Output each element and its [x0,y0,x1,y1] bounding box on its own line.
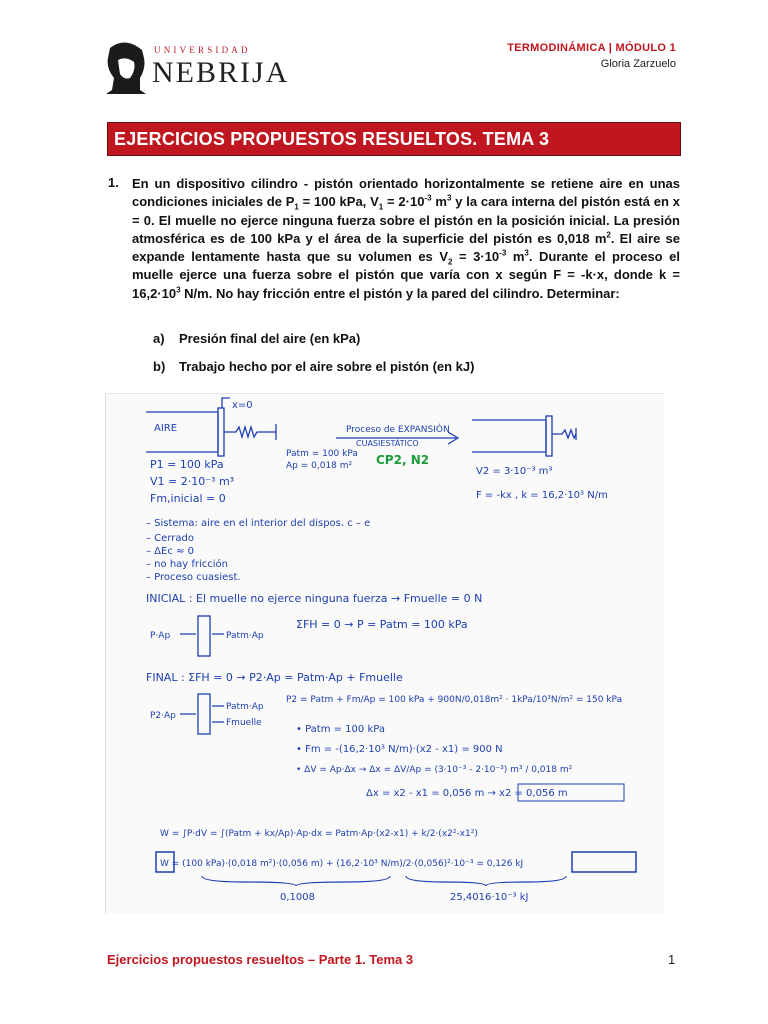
hw-dx: Δx = x2 - x1 = 0,056 m → x2 = 0,056 m [366,788,568,799]
hw-inicial: INICIAL : El muelle no ejerce ninguna fuerza → Fmuelle = 0 N [146,592,483,605]
hw-nofriction: – no hay fricción [146,559,229,570]
problem-text [132,175,680,303]
hw-final: FINAL : ΣFH = 0 → P2·Ap = Patm·Ap + Fmuelle [146,671,403,684]
hw-bullet-fm: • Fm = -(16,2·10³ N/m)·(x2 - x1) = 900 N [296,744,503,755]
hw-x0: x=0 [232,400,253,411]
hw-n1: 0,1008 [280,892,315,903]
hw-n2: 25,4016·10⁻³ kJ [450,892,529,903]
university-logo [100,38,290,94]
problem-text-part: = 3·10 [452,249,500,265]
problem-text-part: . El aire se expande lentamente hasta que su volumen es V [132,230,680,265]
hw-aire: AIRE [154,423,178,434]
problem-number: 1. [108,175,119,190]
problem-text-part: = 2·10 [383,194,425,210]
piston-sketch [198,616,210,656]
superscript: 3 [446,193,452,203]
university-name: NEBRIJA [152,56,290,89]
question-text: Trabajo hecho por el aire sobre el pistón (en kJ) [179,359,475,374]
superscript: -3 [424,193,432,203]
hw-closed: – Cerrado [146,533,194,544]
hw-v2: V2 = 3·10⁻³ m³ [476,466,553,477]
superscript: 3 [176,285,181,295]
hw-pap: P·Ap [150,631,171,641]
superscript: -3 [499,248,507,258]
hw-patmap: Patm·Ap [226,631,264,641]
hw-patm: Patm = 100 kPa [286,449,358,459]
problem-text-part: En un dispositivo cilindro - pistón orientado horizontalmente se retiene aire en unas condiciones iniciales de P [132,176,680,210]
subscript: 1 [378,202,384,212]
force-arrows-final [180,706,224,722]
hw-p2ap: P2·Ap [150,711,176,721]
page-number: 1 [668,952,676,967]
nebrija-head-icon [100,38,150,94]
superscript: 2 [606,230,611,240]
hw-cuasi: CUASIESTÁTICO [356,439,419,448]
problem-text-part: N/m. No hay fricción entre el pistón y la pared del cilindro. Determinar: [180,285,620,301]
question-letter: a) [153,331,165,346]
brace-right [406,876,566,886]
author-name: Gloria Zarzuelo [600,58,676,70]
hw-p2: P2 = Patm + Fm/Ap = 100 kPa + 900N/0,018m² · 1kPa/10³N/m² = 150 kPa [286,695,623,705]
title-banner [107,122,681,156]
problem-text-part: m [431,194,447,210]
hw-fm-initial: Fm,inicial = 0 [150,492,226,505]
hw-bullet-patm: • Patm = 100 kPa [296,724,385,735]
hw-p1: P1 = 100 kPa [150,458,224,471]
brace-left [202,876,390,886]
course-title: TERMODINÁMICA | MÓDULO 1 [507,42,676,54]
subscript: 2 [448,257,453,267]
handwritten-solution [105,393,664,914]
hw-v1: V1 = 2·10⁻³ m³ [150,475,235,488]
course-info [507,42,676,70]
footer-title: Ejercicios propuestos resueltos – Parte 1. Tema 3 [107,952,414,967]
hw-system: – Sistema: aire en el interior del dispos. c – e [146,518,371,529]
hw-sumf: ΣFH = 0 → P = Patm = 100 kPa [296,618,468,631]
handwritten-solution-svg [106,394,664,914]
problem-statement [108,175,680,303]
hw-force-law: F = -kx , k = 16,2·10³ N/m [476,490,608,501]
problem-text-part: . Durante el proceso el muelle ejerce una fuerza sobre el pistón que varía con x según F = -k·x, donde k = 16,2·10 [132,249,680,301]
superscript: 3 [524,248,529,258]
piston-sketch-final [198,694,210,734]
hw-work-calc: W = (100 kPa)·(0,018 m²)·(0,056 m) + (16,2·10³ N/m)/2·(0,056)²·10⁻³ = 0,126 kJ [160,859,524,869]
process-arrow [336,416,576,456]
hw-patmap2: Patm·Ap [226,702,264,712]
hw-quasistatic: – Proceso cuasiest. [146,572,241,583]
page-title: EJERCICIOS PROPUESTOS RESUELTOS. TEMA 3 [114,129,550,149]
result-box [572,852,636,872]
subscript: 1 [294,202,299,212]
hw-bullet-dv: • ΔV = Ap·Δx → Δx = ΔV/Ap = (3·10⁻³ - 2·10⁻³) m³ / 0,018 m² [296,765,573,775]
hw-work-integral: W = ∫P·dV = ∫(Patm + kx/Ap)·Ap·dx = Patm·Ap·(x2-x1) + k/2·(x2²-x1²) [160,829,478,839]
page-header [0,0,768,110]
question-letter: b) [153,359,166,374]
hw-fmuelle: Fmuelle [226,718,262,728]
hw-process: Proceso de EXPANSIÓN [346,425,450,435]
problem-text-part: = 100 kPa, V [298,194,379,210]
question-text: Presión final del aire (en kPa) [179,331,361,346]
hw-dec: – ΔEc ≈ 0 [146,546,194,557]
problem-text-part: y la cara interna del pistón está en x = 0. El muelle no ejerce ninguna fuerza sobre el pistón en la posición inicial. La presión atmosférica es de 100 kPa y el área de la superficie del pistón es 0,018 m [132,194,680,246]
hw-ap: Ap = 0,018 m² [286,461,353,471]
university-small-label: UNIVERSIDAD [154,45,251,55]
hw-cp: CP2, N2 [376,453,430,467]
problem-text-part: m [506,249,525,265]
